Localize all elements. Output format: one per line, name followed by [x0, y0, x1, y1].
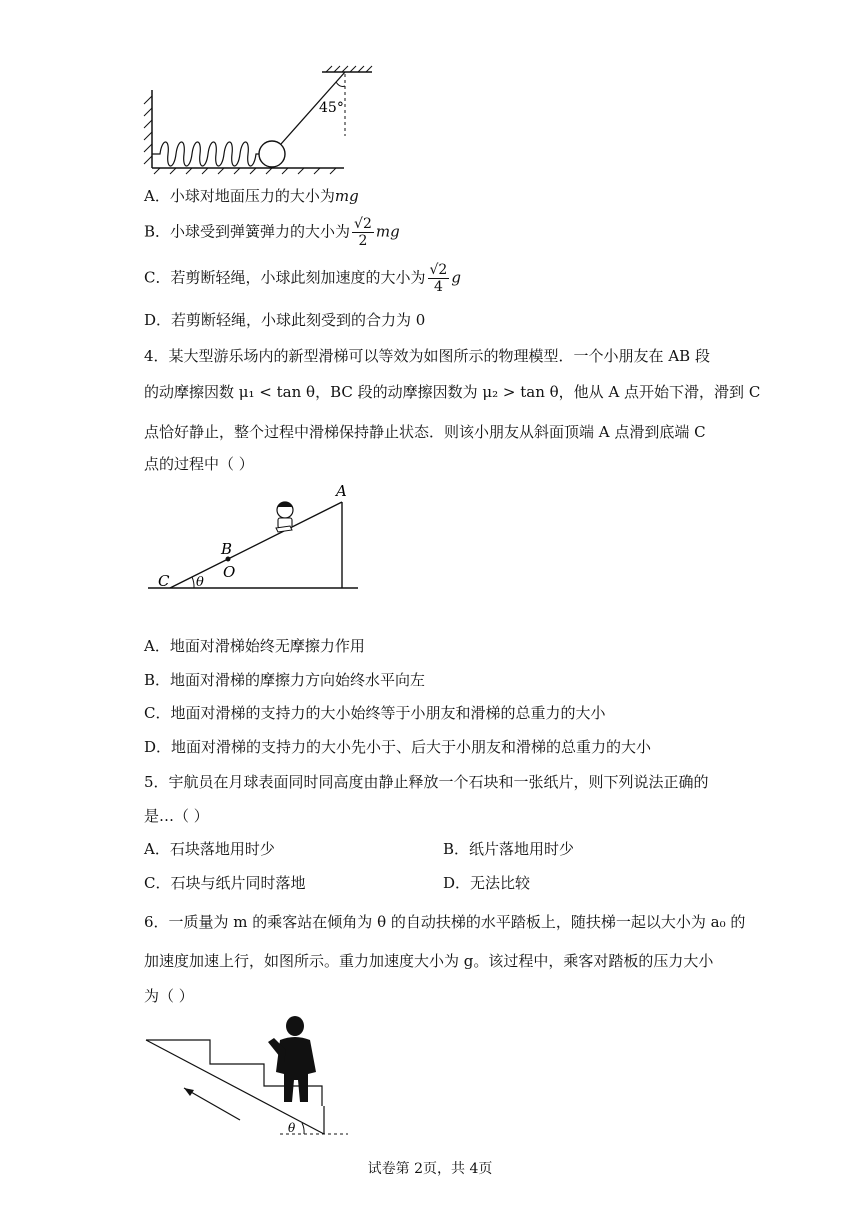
escalator-figure	[140, 1010, 380, 1144]
q5-stem-line-1: 5．宇航员在月球表面同时同高度由静止释放一个石块和一张纸片，则下列说法正确的	[144, 773, 709, 791]
q3-option-a: A．小球对地面压力的大小为mg	[144, 187, 359, 205]
page-footer: 试卷第 2页，共 4页	[367, 1161, 493, 1177]
q6-stem-line-3: 为（ ）	[144, 987, 194, 1005]
svg-text:A: A	[336, 482, 347, 500]
angle-label: 45°	[319, 100, 344, 116]
svg-text:O: O	[223, 563, 236, 581]
slide-figure	[140, 480, 380, 598]
q4-stem-line-2: 的动摩擦因数 μ₁ < tan θ，BC 段的动摩擦因数为 μ₂ > tan θ，他从 A 点开始下滑，滑到 C	[144, 383, 761, 401]
q4-option-d: D．地面对滑梯的支持力的大小先小于、后大于小朋友和滑梯的总重力的大小	[144, 738, 652, 756]
q3-option-c: C．若剪断轻绳，小球此刻加速度的大小为 $\frac{√2}{4}$ g	[144, 262, 461, 295]
svg-text:B: B	[221, 540, 233, 558]
q4-option-c: C．地面对滑梯的支持力的大小始终等于小朋友和滑梯的总重力的大小	[144, 704, 606, 722]
q6-stem-line-1: 6．一质量为 m 的乘客站在倾角为 θ 的自动扶梯的水平踏板上，随扶梯一起以大小为 a₀ 的	[144, 913, 746, 931]
svg-text:θ: θ	[288, 1121, 296, 1135]
q5-stem-line-2: 是…（ ）	[144, 807, 209, 825]
q5-option-b: B．纸片落地用时少	[443, 840, 575, 858]
svg-text:C: C	[158, 572, 170, 590]
q4-stem-line-4: 点的过程中（ ）	[144, 455, 254, 473]
q4-option-b: B．地面对滑梯的摩擦力方向始终水平向左	[144, 671, 426, 689]
q3-option-b: B．小球受到弹簧弹力的大小为 $\frac{√2}{2}$ mg	[144, 216, 400, 249]
svg-text:θ: θ	[196, 575, 204, 590]
q5-option-d: D．无法比较	[443, 874, 531, 892]
q4-stem-line-1: 4．某大型游乐场内的新型滑梯可以等效为如图所示的物理模型．一个小朋友在 AB 段	[144, 347, 710, 365]
q3-option-d: D．若剪断轻绳，小球此刻受到的合力为 0	[144, 311, 426, 329]
child-icon	[276, 502, 293, 532]
q6-stem-line-2: 加速度加速上行，如图所示。重力加速度大小为 g。该过程中，乘客对踏板的压力大小	[144, 952, 714, 970]
q4-stem-line-3: 点恰好静止，整个过程中滑梯保持静止状态．则该小朋友从斜面顶端 A 点滑到底端 C	[144, 423, 706, 441]
q5-option-c: C．石块与纸片同时落地	[144, 874, 306, 892]
q5-option-a: A．石块落地用时少	[144, 840, 275, 858]
spring-ball-figure	[140, 66, 380, 176]
passenger-silhouette	[268, 1016, 316, 1102]
q4-option-a: A．地面对滑梯始终无摩擦力作用	[144, 637, 365, 655]
